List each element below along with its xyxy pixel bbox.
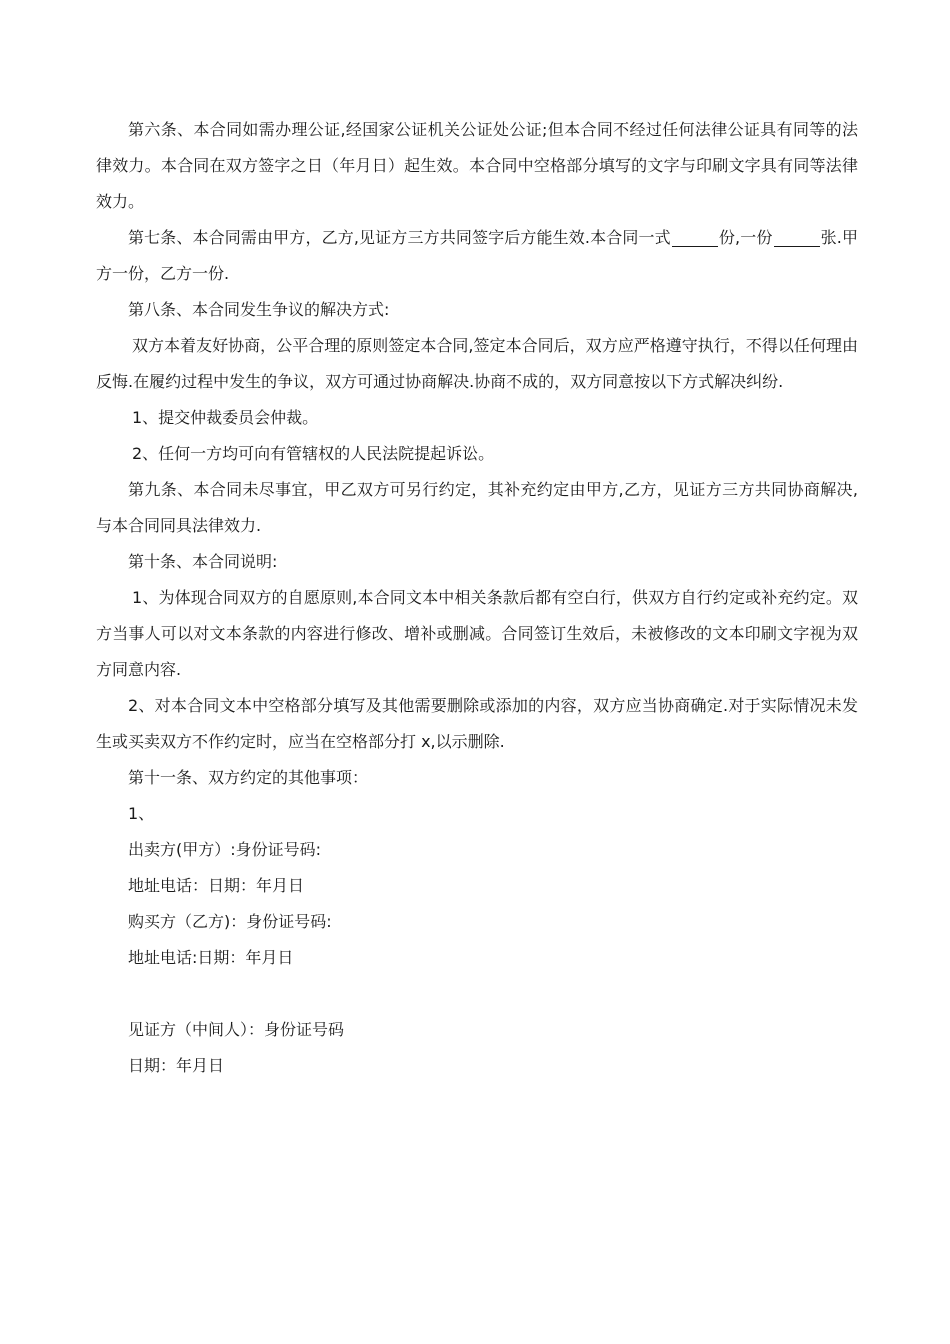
article-8-item-1: 1、提交仲裁委员会仲裁。: [132, 408, 319, 427]
buyer-id-line: 购买方（乙方)：身份证号码:: [128, 912, 332, 931]
buyer-address-line: 地址电话:日期：年月日: [128, 948, 294, 967]
article-8-title: 第八条、本合同发生争议的解决方式:: [128, 300, 390, 319]
article-6: 第六条、本合同如需办理公证,经国家公证机关公证处公证;但本合同不经过任何法律公证具有同等的法律效力。本合同在双方签字之日（年月日）起生效。本合同中空格部分填写的文字与印刷文字具有同等法律效力。: [96, 120, 858, 211]
contract-body: [96, 112, 858, 1084]
witness-id-line: 见证方（中间人）：身份证号码: [128, 1020, 345, 1039]
article-7: [96, 220, 858, 292]
article-10-item-1: 1、为体现合同双方的自愿原则,本合同文本中相关条款后都有空白行，供双方自行约定或补充约定。双方当事人可以对文本条款的内容进行修改、增补或删减。合同签订生效后，未被修改的文本印刷文字视为双方同意内容.: [96, 588, 858, 679]
article-7-text-3: 张.甲方一份，乙方一份.: [96, 228, 858, 283]
article-8-body: 双方本着友好协商，公平合理的原则签定本合同,签定本合同后，双方应严格遵守执行，不得以任何理由反悔.在履约过程中发生的争议，双方可通过协商解决.协商不成的，双方同意按以下方式解决纠纷.: [96, 336, 858, 391]
article-11-title: 第十一条、双方约定的其他事项：: [128, 768, 369, 787]
witness-date-line: 日期：年月日: [128, 1056, 225, 1075]
article-9: 第九条、本合同未尽事宜，甲乙双方可另行约定，其补充约定由甲方,乙方，见证方三方共同协商解决,与本合同同具法律效力.: [96, 480, 858, 535]
article-7-text-1: 第七条、本合同需由甲方，乙方,见证方三方共同签字后方能生效.本合同一式: [128, 228, 671, 247]
copies-blank[interactable]: [672, 224, 718, 247]
seller-address-line: 地址电话：日期：年月日: [128, 876, 305, 895]
article-10-title: 第十条、本合同说明:: [128, 552, 278, 571]
signature-spacer: [96, 976, 858, 1012]
article-7-text-2: 份,一份: [718, 228, 773, 247]
sheets-blank[interactable]: [774, 224, 820, 247]
article-8-item-2: 2、任何一方均可向有管辖权的人民法院提起诉讼。: [132, 444, 495, 463]
article-11-item-1: 1、: [128, 804, 155, 823]
article-10-item-2: 2、对本合同文本中空格部分填写及其他需要删除或添加的内容，双方应当协商确定.对于实际情况未发生或买卖双方不作约定时，应当在空格部分打 x,以示删除.: [96, 696, 858, 751]
seller-id-line: 出卖方(甲方）:身份证号码:: [128, 840, 322, 859]
